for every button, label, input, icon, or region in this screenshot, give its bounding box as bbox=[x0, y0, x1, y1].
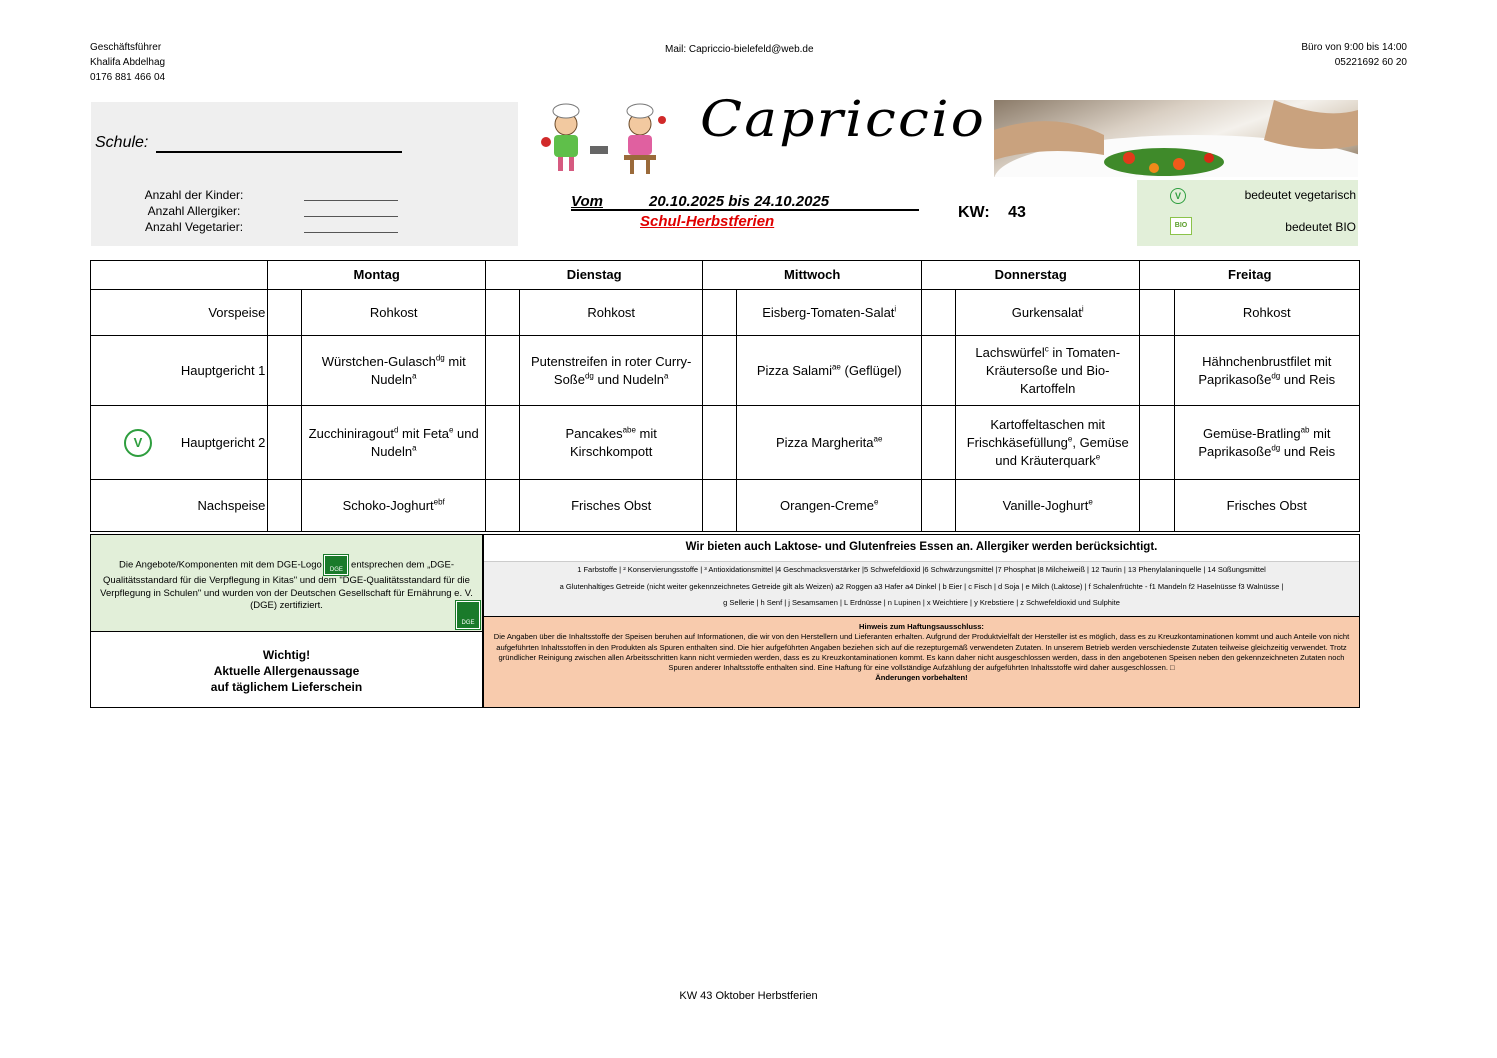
legend-vegetarian: bedeutet vegetarisch bbox=[1244, 188, 1356, 202]
allergen-codes: e bbox=[873, 497, 879, 507]
menu-table bbox=[90, 260, 1360, 532]
meal-text: und Nudeln bbox=[370, 425, 479, 459]
meal-cell bbox=[956, 336, 1140, 406]
office-hours: Büro von 9:00 bis 14:00 bbox=[1301, 42, 1407, 53]
count-vegetarian-label: Anzahl Vegetarier: bbox=[144, 220, 244, 234]
marker-cell bbox=[921, 406, 955, 480]
legend bbox=[1137, 180, 1358, 246]
marker-cell bbox=[1140, 290, 1174, 336]
allergen-line: 1 Farbstoffe | ² Konservierungsstoffe | ³ Antioxidationsmittel |4 Geschmacksverstärker |5 Schwefeldioxid |6 Schwärzungsmittel |7 Phosphat |8 Milcheiweiß | 12 Taurin | 13 Phenylalaninquelle | 14 Süßungsmittel bbox=[577, 565, 1266, 574]
row-label bbox=[91, 406, 268, 480]
count-vegetarian-line[interactable] bbox=[304, 232, 398, 233]
count-allergic-line[interactable] bbox=[304, 216, 398, 217]
allergen-codes: ab bbox=[1300, 425, 1310, 435]
corner-cell bbox=[91, 261, 268, 290]
meal-cell bbox=[737, 480, 921, 532]
meal-text: mit Feta bbox=[398, 425, 449, 441]
meal-cell bbox=[519, 406, 702, 480]
meal-text: und Nudeln bbox=[593, 371, 665, 387]
important-line: auf täglichem Lieferschein bbox=[210, 680, 363, 694]
meal-text: Rohkost bbox=[1242, 304, 1291, 320]
meal-text: und Reis bbox=[1280, 443, 1336, 459]
meal-cell bbox=[519, 336, 702, 406]
allergen-codes: ae bbox=[873, 434, 883, 444]
meal-text: Putenstreifen in roter Curry-Soße bbox=[530, 353, 692, 387]
company-line: Geschäftsführer bbox=[90, 42, 162, 53]
office-info bbox=[1301, 40, 1407, 70]
allergen-codes: a bbox=[412, 371, 417, 381]
meal-cell bbox=[737, 290, 921, 336]
meal-cell bbox=[519, 290, 702, 336]
allergen-codes: dg bbox=[1271, 443, 1281, 453]
day-header: Dienstag bbox=[485, 261, 703, 290]
school-input-line[interactable] bbox=[156, 151, 402, 153]
school-box bbox=[91, 102, 518, 246]
meal-cell bbox=[956, 290, 1140, 336]
mail-address: Mail: Capriccio-bielefeld@web.de bbox=[665, 44, 814, 55]
allergen-codes: i bbox=[894, 304, 897, 314]
meal-cell bbox=[1174, 406, 1359, 480]
allergen-codes: e bbox=[1067, 434, 1073, 444]
day-header: Montag bbox=[268, 261, 486, 290]
menu-row bbox=[91, 406, 1360, 480]
count-children-label: Anzahl der Kinder: bbox=[144, 188, 244, 202]
brand-name: Capriccio bbox=[700, 90, 987, 148]
marker-cell bbox=[703, 480, 737, 532]
calendar-week bbox=[958, 204, 1026, 222]
meal-text: Hähnchenbrustfilet mit Paprikasoße bbox=[1198, 353, 1332, 387]
day-header: Donnerstag bbox=[921, 261, 1140, 290]
meal-cell bbox=[1174, 290, 1359, 336]
meal-text: Eisberg-Tomaten-Salat bbox=[762, 304, 895, 320]
salad-plate-image bbox=[994, 100, 1358, 177]
menu-row bbox=[91, 336, 1360, 406]
meal-cell bbox=[1174, 480, 1359, 532]
meal-cell bbox=[737, 406, 921, 480]
meal-text: Kartoffeltaschen mit Frischkäsefüllung bbox=[966, 416, 1106, 450]
important-title: Wichtig! bbox=[262, 648, 311, 662]
meal-text: Vanille-Joghurt bbox=[1002, 497, 1089, 513]
marker-cell bbox=[268, 290, 302, 336]
meal-text: (Geflügel) bbox=[840, 362, 902, 378]
dge-text-1: Die Angebote/Komponenten mit dem DGE-Logo bbox=[118, 559, 322, 571]
marker-cell bbox=[921, 336, 955, 406]
row-label-text: Vorspeise bbox=[208, 304, 266, 320]
meal-cell bbox=[302, 336, 485, 406]
meal-text: Gemüse-Bratling bbox=[1203, 425, 1301, 441]
allergen-codes: i bbox=[1081, 304, 1084, 314]
menu-row bbox=[91, 480, 1360, 532]
meal-text: Frisches Obst bbox=[571, 497, 652, 513]
liability-reserve: Änderungen vorbehalten! bbox=[875, 673, 968, 683]
legend-bio: bedeutet BIO bbox=[1285, 220, 1356, 234]
allergen-legend bbox=[483, 534, 1360, 617]
allergen-codes: a bbox=[412, 443, 417, 453]
marker-cell bbox=[485, 480, 519, 532]
vegetarian-icon: V bbox=[1170, 188, 1186, 204]
school-label: Schule: bbox=[95, 134, 149, 151]
liability-title: Hinweis zum Haftungsausschluss: bbox=[859, 622, 984, 631]
meal-text: Zucchiniragout bbox=[308, 425, 394, 441]
row-label-text: Nachspeise bbox=[197, 497, 266, 513]
allergen-line: a Glutenhaltiges Getreide (nicht weiter gekennzeichnetes Getreide gilt als Weizen) a2 Roggen a3 Hafer a4 Dinkel | b Eier | c Fisch | d Soja | e Milch (Laktose) | f Schalenfrüchte - f1 Mandeln f2 Haselnüsse f3 Walnüsse | bbox=[559, 581, 1284, 591]
marker-cell bbox=[485, 290, 519, 336]
menu-row bbox=[91, 290, 1360, 336]
marker-cell bbox=[1140, 336, 1174, 406]
meal-text: Pizza Margherita bbox=[775, 434, 874, 450]
allergen-codes: abe bbox=[622, 425, 636, 435]
liability-disclaimer bbox=[483, 617, 1360, 708]
office-phone: 05221692 60 20 bbox=[1334, 57, 1407, 68]
day-header-row bbox=[91, 261, 1360, 290]
marker-cell bbox=[268, 480, 302, 532]
week-range bbox=[571, 193, 919, 211]
marker-cell bbox=[1140, 480, 1174, 532]
day-header: Mittwoch bbox=[703, 261, 922, 290]
allergen-codes: dg bbox=[1271, 371, 1281, 381]
day-header: Freitag bbox=[1140, 261, 1360, 290]
row-label bbox=[91, 290, 268, 336]
kw-label: KW: bbox=[958, 204, 990, 221]
allergen-codes: e bbox=[448, 425, 454, 435]
row-label-text: Hauptgericht 1 bbox=[180, 362, 266, 378]
important-notice bbox=[90, 632, 483, 708]
allergen-line: g Sellerie | h Senf | j Sesamsamen | L Erdnüsse | n Lupinen | x Weichtiere | y Krebstiere | z Schwefeldioxid und Sulphite bbox=[723, 598, 1120, 607]
meal-text: Rohkost bbox=[587, 304, 636, 320]
food-photo bbox=[994, 100, 1358, 177]
dge-logo-icon: DGE bbox=[324, 555, 348, 575]
page-footer: KW 43 Oktober Herbstferien bbox=[679, 990, 818, 1002]
meal-cell bbox=[956, 406, 1140, 480]
allergen-codes: e bbox=[1088, 497, 1093, 507]
meal-text: Rohkost bbox=[369, 304, 418, 320]
bio-icon: BIO bbox=[1170, 217, 1192, 235]
kw-value: 43 bbox=[1008, 204, 1026, 221]
marker-cell bbox=[268, 406, 302, 480]
meal-text: mit Nudeln bbox=[370, 353, 466, 387]
meal-text: Orangen-Creme bbox=[780, 497, 874, 513]
allergen-codes: ae bbox=[831, 362, 841, 372]
meal-text: Gurkensalat bbox=[1011, 304, 1082, 320]
row-label bbox=[91, 480, 268, 532]
vegetarian-icon: V bbox=[124, 429, 152, 457]
meal-text: in Tomaten-Kräutersoße und Bio-Kartoffeln bbox=[985, 344, 1121, 396]
row-label bbox=[91, 336, 268, 406]
meal-cell bbox=[302, 290, 485, 336]
company-line: Khalifa Abdelhag bbox=[90, 57, 166, 68]
dge-text-2: entsprechen dem „DGE-Qualitätsstandard für die Verpflegung in Kitas" und dem "DGE-Qualitätsstandard für die Verpflegung in Schulen" und wurden von der Deutschen Gesellschaft für Ernährung e. V. (DGE) zertifiziert. bbox=[100, 559, 473, 611]
chef-kids-illustration bbox=[538, 102, 668, 180]
allergen-codes: a bbox=[664, 371, 669, 381]
company-info bbox=[90, 40, 165, 85]
meal-cell bbox=[519, 480, 702, 532]
marker-cell bbox=[268, 336, 302, 406]
dge-info bbox=[90, 534, 483, 632]
meal-text: mit Paprikasoße bbox=[1198, 425, 1331, 459]
allergen-codes: c bbox=[1044, 344, 1049, 354]
meal-text: Pancakes bbox=[565, 425, 623, 441]
meal-cell bbox=[302, 480, 485, 532]
dge-logo-icon: DGE bbox=[456, 601, 480, 629]
allergen-codes: dg bbox=[584, 371, 594, 381]
meal-text: und Reis bbox=[1280, 371, 1336, 387]
marker-cell bbox=[1140, 406, 1174, 480]
meal-text: Pizza Salami bbox=[756, 362, 832, 378]
marker-cell bbox=[921, 290, 955, 336]
logo bbox=[530, 90, 987, 180]
meal-cell bbox=[1174, 336, 1359, 406]
marker-cell bbox=[485, 406, 519, 480]
important-line: Aktuelle Allergenaussage bbox=[213, 664, 360, 678]
marker-cell bbox=[703, 290, 737, 336]
allergen-codes: ebf bbox=[433, 497, 445, 507]
meal-text: , Gemüse und Kräuterquark bbox=[995, 434, 1129, 468]
count-allergic-label: Anzahl Allergiker: bbox=[147, 204, 241, 218]
company-line: 0176 881 466 04 bbox=[90, 72, 166, 83]
count-children-line[interactable] bbox=[304, 200, 398, 201]
row-label-text: Hauptgericht 2 bbox=[180, 434, 266, 450]
meal-text: Frisches Obst bbox=[1226, 497, 1307, 513]
liability-text: Die Angaben über die Inhaltsstoffe der Speisen beruhen auf Informationen, die wir von den Herstellern und Lieferanten erhalten. Aufgrund der Produktvielfalt der Hersteller ist es möglich, dass es zu Kreuzkontaminationen kommt und auch Anteile von nicht aufgeführten Inhaltsstoffen in den Produkten als Spuren enthalten sind. Die hier aufgeführten Angaben beziehen sich auf die rezepturgemäß verwendeten Zutaten. In unserem Betrieb werden verschiedenste Zutaten teilweise gleichzeitig verwendet. Trotz gründlicher Reinigung zwischen allen Arbeitsschritten kann nicht vermieden werden, dass es zu Kreuzkontaminationen kommt. Es kann daher nicht ausgeschlossen werden, dass in den angebotenen Speisen neben den gekennzeichneten Zutaten noch Spuren anderer Inhaltsstoffe enthalten sind. Eine Haftung für eine vollständige Aufzählung der aufgeführten Inhaltsstoffe wird daher ausgeschlossen. □ bbox=[493, 632, 1350, 673]
meal-cell bbox=[737, 336, 921, 406]
meal-cell bbox=[302, 406, 485, 480]
marker-cell bbox=[485, 336, 519, 406]
allergen-title: Wir bieten auch Laktose- und Glutenfreies Essen an. Allergiker werden berücksichtigt. bbox=[484, 535, 1359, 562]
allergen-codes: e bbox=[1095, 452, 1101, 462]
week-dates: 20.10.2025 bis 24.10.2025 bbox=[649, 193, 830, 210]
week-from-label: Vom bbox=[571, 193, 603, 210]
meal-text: Lachswürfel bbox=[975, 344, 1045, 360]
marker-cell bbox=[703, 336, 737, 406]
holiday-title: Schul-Herbstferien bbox=[640, 213, 775, 230]
meal-cell bbox=[956, 480, 1140, 532]
meal-text: Schoko-Joghurt bbox=[342, 497, 434, 513]
allergen-codes: d bbox=[393, 425, 399, 435]
meal-text: Würstchen-Gulasch bbox=[321, 353, 436, 369]
marker-cell bbox=[703, 406, 737, 480]
allergen-codes: dg bbox=[435, 353, 445, 363]
menu-body bbox=[91, 290, 1360, 532]
marker-cell bbox=[921, 480, 955, 532]
meal-text: mit Kirschkompott bbox=[570, 425, 657, 459]
